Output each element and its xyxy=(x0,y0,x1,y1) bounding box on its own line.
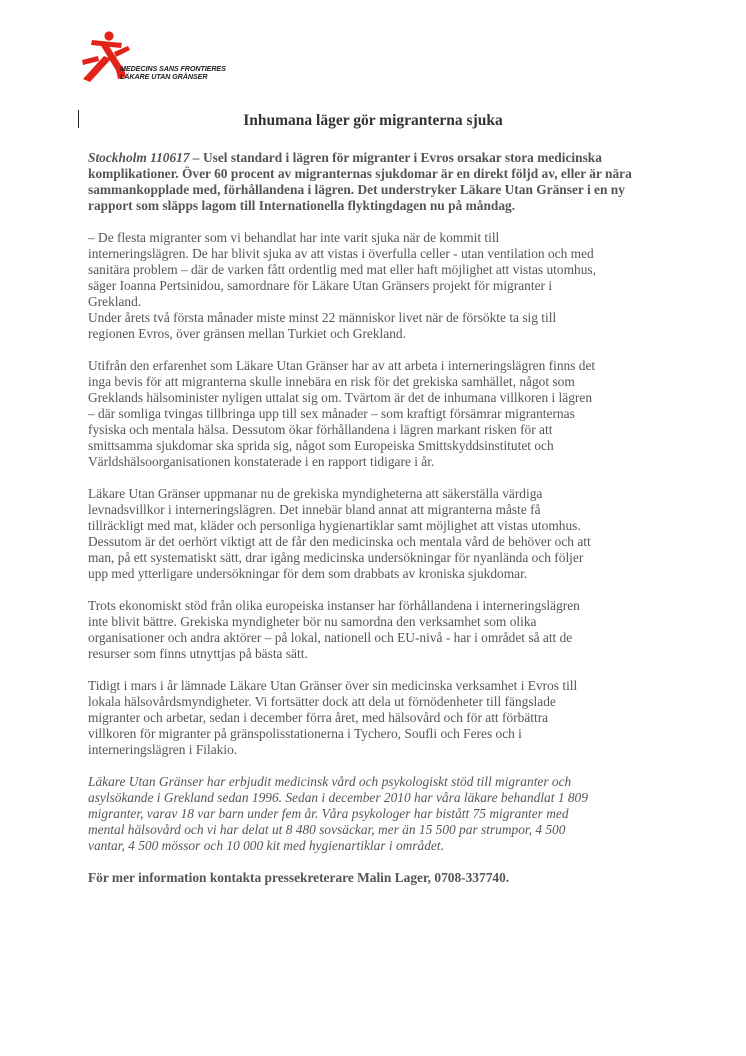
logo-line-1: MEDECINS SANS FRONTIERES xyxy=(120,64,226,73)
body-line: Läkare Utan Gränser uppmanar nu de grekiska myndigheterna att säkerställa värdiga xyxy=(88,486,543,501)
text-cursor xyxy=(78,110,79,128)
lead-paragraph xyxy=(88,150,660,214)
body-paragraph xyxy=(88,678,660,758)
body-line: organisationer och andra aktörer – på lokal, nationell och EU-nivå - har i området så att de xyxy=(88,630,573,645)
body-line: interneringslägren. De har blivit sjuka av att vistas i överfulla celler - utan ventilation och med xyxy=(88,246,594,261)
about-msf-paragraph xyxy=(88,774,660,854)
body-line: man, på ett systematiskt sätt, drar igång medicinska undersökningar för nyanlända och följer xyxy=(88,550,584,565)
about-line: asylsökande i Grekland sedan 1996. Sedan i december 2010 har våra läkare behandlat 1 809 xyxy=(88,790,588,805)
body-line: Greklands hälsominister nyligen uttalat sig om. Tvärtom är det de inhumana villkoren i lägren xyxy=(88,390,593,405)
about-line: migranter, varav 18 var barn under fem år. Våra psykologer har bistått 75 migranter med xyxy=(88,806,569,821)
body-line: säger Ioanna Pertsinidou, samordnare för Läkare Utan Gränsers projekt för migranter i xyxy=(88,278,553,293)
lead-line: komplikationer. Över 60 procent av migranternas sjukdomar är en direkt följd av, eller är nära xyxy=(88,166,632,181)
body-line: – De flesta migranter som vi behandlat har inte varit sjuka när de kommit till xyxy=(88,230,500,245)
body-line: Under årets två första månader miste minst 22 människor livet när de försökte ta sig till xyxy=(88,310,557,325)
body-line: Utifrån den erfarenhet som Läkare Utan Gränser har av att arbeta i interneringslägren finns det xyxy=(88,358,596,373)
body-line: resurser som finns utnyttjas på bästa sätt. xyxy=(88,646,308,661)
body-line: tillräckligt med mat, kläder och personliga hygienartiklar samt möjlighet att vistas utomhus. xyxy=(88,518,581,533)
body-paragraph xyxy=(88,598,660,662)
dateline: Stockholm 110617 – xyxy=(88,150,200,165)
body-line: smittsamma sjukdomar ska sprida sig, något som Europeiska Smittskyddsinstitutet och xyxy=(88,438,554,453)
logo-line-2: LÄKARE UTAN GRÄNSER xyxy=(120,72,208,81)
contact-info: För mer information kontakta pressekreterare Malin Lager, 0708-337740. xyxy=(88,870,510,885)
body-line: Trots ekonomiskt stöd från olika europeiska instanser har förhållandena i interneringslägren xyxy=(88,598,580,613)
body-line: Grekland. xyxy=(88,294,142,309)
body-paragraph xyxy=(88,358,660,470)
body-line: upp med ytterligare undersökningar för dem som drabbats av kroniska sjukdomar. xyxy=(88,566,528,581)
about-line: Läkare Utan Gränser har erbjudit medicinsk vård och psykologiskt stöd till migranter och xyxy=(88,774,572,789)
press-release-body xyxy=(88,150,660,902)
about-line: vantar, 4 500 mössor och 10 000 kit med hygienartiklar i området. xyxy=(88,838,444,853)
body-line: Världshälsoorganisationen konstaterade i en rapport tidigare i år. xyxy=(88,454,435,469)
body-line: interneringslägren i Filakio. xyxy=(88,742,238,757)
body-line: lokala hälsovårdsmyndigheter. Vi fortsätter dock att dela ut förnödenheter till fängslade xyxy=(88,694,556,709)
body-line: inte blivit bättre. Grekiska myndigheter bör nu samordna den verksamhet som olika xyxy=(88,614,537,629)
body-line: villkoren för migranter på gränspolisstationerna i Tychero, Soufli och Feres och i xyxy=(88,726,522,741)
lead-line: Usel standard i lägren för migranter i Evros orsakar stora medicinska xyxy=(199,150,602,165)
body-line: levnadsvillkor i interneringslägren. Det innebär bland annat att migranterna måste få xyxy=(88,502,541,517)
lead-line: rapport som släpps lagom till Internationella flyktingdagen nu på måndag. xyxy=(88,198,516,213)
body-line: fysiska och mentala hälsa. Dessutom ökar förhållandena i lägren markant risken för att xyxy=(88,422,553,437)
body-line: Dessutom är det oerhört viktigt att de får den medicinska och mentala vård de behöver och att xyxy=(88,534,591,549)
about-line: mental hälsovård och vi har delat ut 8 480 sovsäckar, mer än 15 500 par strumpor, 4 500 xyxy=(88,822,566,837)
body-paragraph xyxy=(88,230,660,310)
body-paragraph xyxy=(88,310,660,342)
body-line: sanitära problem – där de varken fått ordentlig med mat eller haft möjlighet att vistas utomhus, xyxy=(88,262,596,277)
body-line: migranter och arbetar, sedan i december förra året, med hälsovård och för att förbättra xyxy=(88,710,549,725)
page-title: Inhumana läger gör migranterna sjuka xyxy=(243,112,503,129)
body-paragraph xyxy=(88,486,660,582)
msf-logo xyxy=(78,30,248,90)
body-line: regionen Evros, över gränsen mellan Turkiet och Grekland. xyxy=(88,326,406,341)
body-line: inga bevis för att migranterna skulle innebära en risk för det grekiska samhället, något som xyxy=(88,374,575,389)
body-line: Tidigt i mars i år lämnade Läkare Utan Gränser över sin medicinska verksamhet i Evros till xyxy=(88,678,578,693)
body-line: – där somliga tvingas tillbringa upp till sex månader – som kraftigt försämrar migranternas xyxy=(88,406,575,421)
lead-line: sammankopplade med, förhållandena i lägren. Det understryker Läkare Utan Gränser i en ny xyxy=(88,182,625,197)
